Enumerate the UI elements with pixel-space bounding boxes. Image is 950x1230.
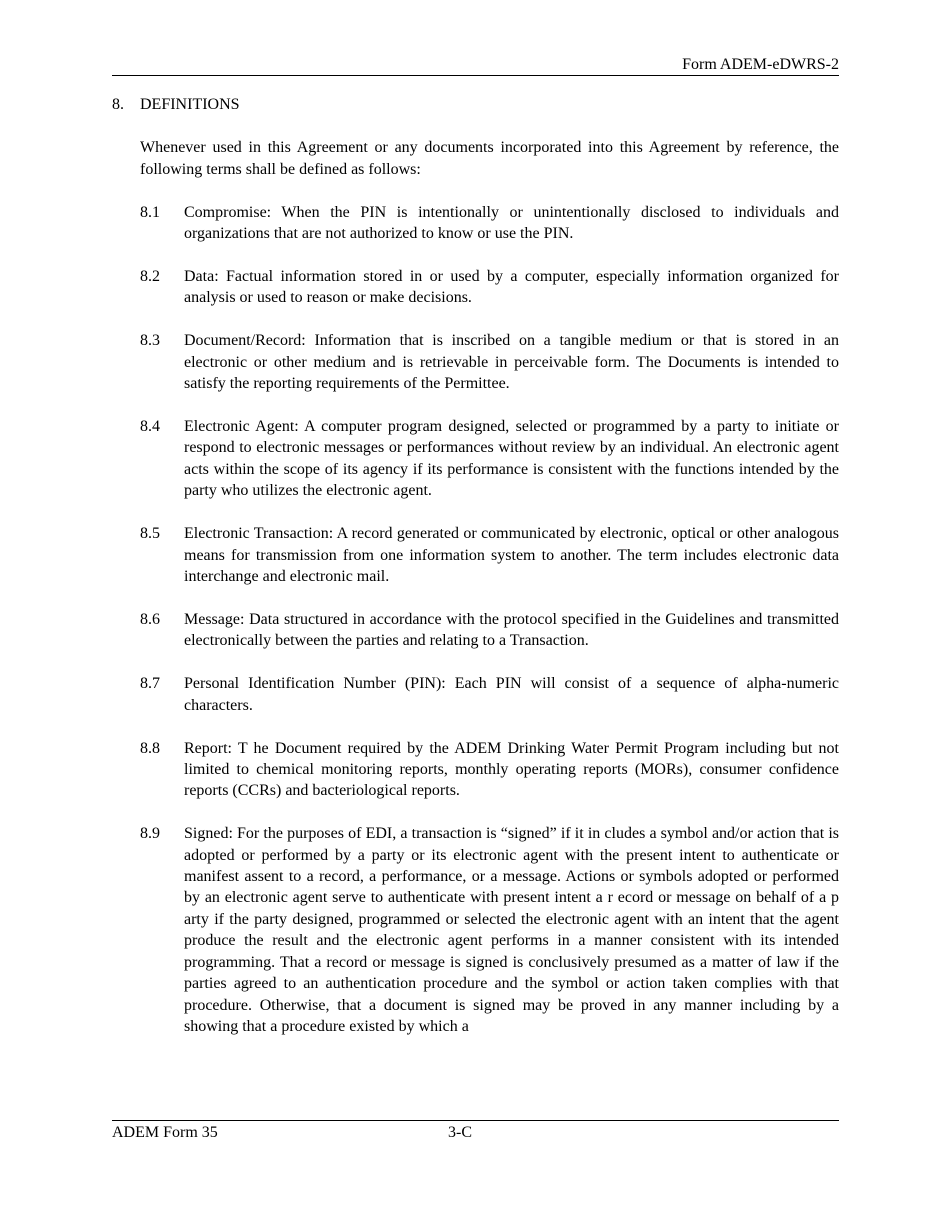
section-number: 8. — [112, 96, 124, 113]
definition-text: Report: T he Document required by the ADEM Drinking Water Permit Program including but not limited to chemical monitoring reports, monthly operating reports (MORs), consumer confidence reports (CCRs) and bacteriological reports. — [184, 739, 839, 800]
page-footer — [112, 1120, 839, 1141]
definition-item — [140, 738, 839, 802]
definition-text: Data: Factual information stored in or used by a computer, especially information organized for analysis or used to reason or make decisions. — [184, 268, 839, 307]
definition-item — [140, 823, 839, 1037]
page-number: 3-C — [448, 1124, 472, 1141]
form-id: Form ADEM-eDWRS-2 — [682, 56, 839, 73]
definition-number: 8.6 — [140, 610, 160, 628]
definition-text: Compromise: When the PIN is intentionally or unintentionally disclosed to individuals and organizations that are not authorized to know or use the PIN. — [184, 203, 839, 243]
definition-text: Personal Identification Number (PIN): Each PIN will consist of a sequence of alpha-numeric characters. — [184, 675, 839, 714]
page-header — [112, 55, 839, 76]
definition-number: 8.4 — [140, 418, 160, 436]
definition-number: 8.7 — [140, 675, 160, 693]
definition-item — [140, 673, 839, 716]
section-heading — [112, 94, 839, 115]
definitions-list — [112, 202, 839, 1038]
definition-text: Signed: For the purposes of EDI, a transaction is “signed” if it in cludes a symbol and/or action that is adopted or performed by a party or its electronic agent with the present intent to authenticate or manifest assent to a record, a performance, or a message. Actions or symbols adopted or performed by an electronic agent serve to authenticate with present intent a r ecord or message on behalf of a p arty if the party designed, programmed or selected the electronic agent with an intent that the agent produce the result and the electronic agent performs in a manner consistent with its intended programming. That a record or message is signed is conclusively presumed as a matter of law if the parties agreed to an authentication procedure and the symbol or action taken complies with that procedure. Otherwise, that a document is signed may be proved in any manner including by a showing that a procedure existed by which a — [184, 825, 839, 1035]
definition-text: Document/Record: Information that is inscribed on a tangible medium or that is stored in an electronic or other medium and is retrievable in perceivable form. The Documents is intended to satisfy the reporting requirements of the Permittee. — [184, 332, 839, 393]
definition-item — [140, 523, 839, 587]
section-title: DEFINITIONS — [140, 96, 240, 113]
definition-item — [140, 330, 839, 394]
form-name: ADEM Form 35 — [112, 1124, 218, 1141]
definition-text: Message: Data structured in accordance with the protocol specified in the Guidelines and transmitted electronically between the parties and relating to a Transaction. — [184, 610, 839, 650]
definition-number: 8.2 — [140, 268, 160, 286]
definition-number: 8.5 — [140, 525, 160, 543]
definition-number: 8.9 — [140, 825, 160, 843]
definition-item — [140, 416, 839, 502]
definition-item — [140, 202, 839, 245]
definition-number: 8.3 — [140, 332, 160, 350]
section-intro: Whenever used in this Agreement or any documents incorporated into this Agreement by reference, the following terms shall be defined as follows: — [140, 139, 839, 178]
page-content — [112, 94, 839, 1037]
definition-item — [140, 609, 839, 652]
definition-number: 8.8 — [140, 739, 160, 757]
definition-text: Electronic Transaction: A record generated or communicated by electronic, optical or other analogous means for transmission from one information system to another. The term includes electronic data interchange and electronic mail. — [184, 525, 839, 585]
definition-number: 8.1 — [140, 203, 160, 221]
definition-text: Electronic Agent: A computer program designed, selected or programmed by a party to initiate or respond to electronic messages or performances without review by an individual. An electronic agent acts within the scope of its agency if its performance is consistent with the functions intended by the party who utilizes the electronic agent. — [184, 418, 839, 500]
definition-item — [140, 266, 839, 309]
